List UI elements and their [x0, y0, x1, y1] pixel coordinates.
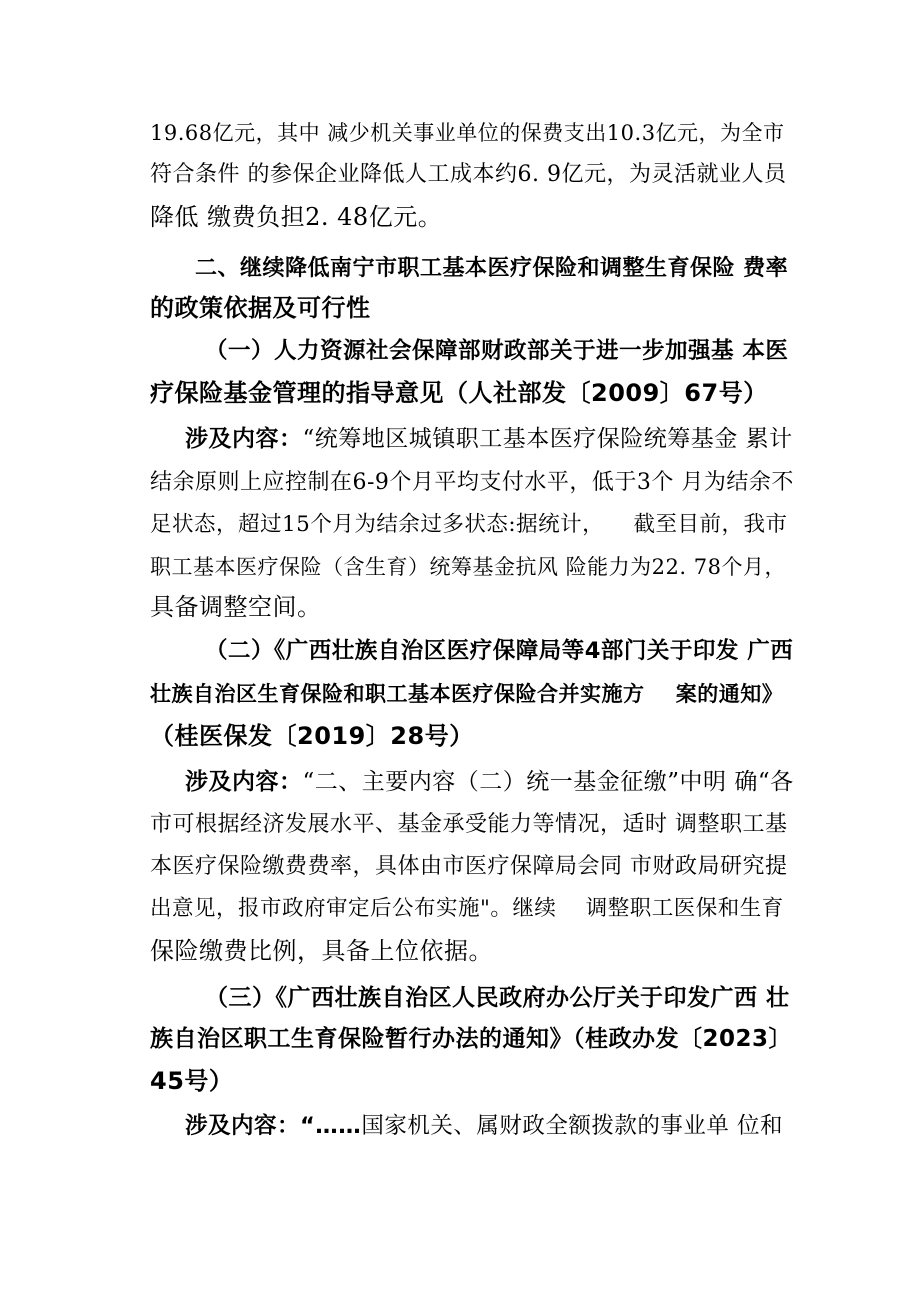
item2-body-line-4: 出意见，报市政府审定后公布实施"。继续 调整职工医保和生育	[150, 896, 784, 921]
item3-title-line-3: 45号）	[150, 1067, 234, 1095]
item2-body-line-3: 本医疗保险缴费费率，具体由市医疗保障局会同 市财政局研究提	[150, 854, 788, 879]
item2-body-line-5: 保险缴费比例，具备上位依据。	[150, 937, 493, 965]
intro-line-1: 19.68亿元，其中 减少机关事业单位的保费支出10.3亿元，为全市	[150, 121, 785, 145]
item3-body-line-1: 涉及内容：“……国家机关、属财政全额拨款的事业单 位和	[185, 1113, 783, 1139]
item3-title-line-1: （三）《广西壮族自治区人民政府办公厅关于印发广西 壮	[205, 985, 790, 1011]
item2-body-line-2: 市可根据经济发展水平、基金承受能力等情况，适时 调整职工基	[150, 812, 788, 837]
intro-line-3: 降低 缴费负担2. 48亿元。	[150, 203, 443, 231]
item1-body-line-2: 结余原则上应控制在6-9个月平均支付水平，低于3个 月为结余不	[150, 470, 794, 495]
item2-body-line-1: 涉及内容：“二、主要内容（二）统一基金征缴”中明 确“各	[185, 769, 794, 795]
section-heading-line-1: 二、继续降低南宁市职工基本医疗保险和调整生育保险 费率	[195, 256, 789, 281]
item3-title-line-2: 族自治区职工生育保险暂行办法的通知》（桂政办发〔2023〕	[150, 1026, 793, 1052]
item1-body-line-1: 涉及内容：“统筹地区城镇职工基本医疗保险统筹基金 累计	[185, 426, 793, 452]
item1-body-line-5: 具备调整空间。	[150, 593, 322, 621]
item1-title-line-2: 疗保险基金管理的指导意见（人社部发〔2009〕67号）	[150, 379, 768, 407]
item1-body-line-4: 职工基本医疗保险（含生育）统筹基金抗风 险能力为22. 78个月，	[150, 555, 786, 579]
item1-body-line-3: 足状态，超过15个月为结余过多状态:据统计， 截至目前，我市	[150, 512, 788, 537]
item1-title-line-1: （一）人力资源社会保障部财政部关于进一步加强基 本医	[205, 338, 789, 364]
item2-title-line-2: 壮族自治区生育保险和职工基本医疗保险合并实施方 案的通知》	[150, 682, 784, 706]
intro-line-2: 符合条件 的参保企业降低人工成本约6. 9亿元，为灵活就业人员	[150, 162, 787, 187]
item2-title-line-3: （桂医保发〔2019〕28号）	[150, 722, 474, 750]
item1-label: 涉及内容：	[185, 426, 303, 452]
section-heading-line-2: 的政策依据及可行性	[150, 294, 371, 322]
item3-label: 涉及内容：	[185, 1113, 301, 1139]
item2-label: 涉及内容：	[185, 769, 303, 795]
item3-lead: “……	[300, 1113, 362, 1139]
item2-title-line-1: （二）《广西壮族自治区医疗保障局等4部门关于印发 广西	[205, 638, 794, 664]
